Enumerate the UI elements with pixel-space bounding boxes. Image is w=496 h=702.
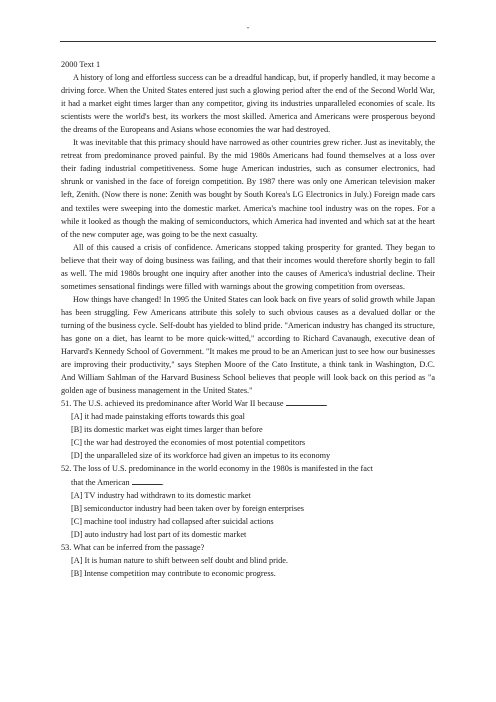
paragraph-2: It was inevitable that this primacy should have narrowed as other countries grew richer. Just as inevitably, the retreat from predominance proved painful. By the mid 1980s Americans had found themselves at a loss over their fading industrial competitiveness. Some huge American industries, such as consumer electronics, had shrunk or vanished in the face of foreign competition. By 1987 there was only one American television maker left, Zenith. (Now there is none: Zenith was bought by South Korea's LG Electronics in July.) Foreign made cars and textiles were sweeping into the domestic market. America's machine tool industry was on the ropes. For a while it looked as though the making of semiconductors, which America had invented and which sat at the heart of the new computer age, was going to be the next casualty. bbox=[61, 138, 435, 239]
option-b[interactable]: [B] its domestic market was eight times larger than before bbox=[71, 425, 263, 435]
option-a[interactable]: [A] It is human nature to shift between self doubt and blind pride. bbox=[71, 555, 288, 565]
stem-end: . bbox=[325, 399, 328, 409]
option-a[interactable]: [A] TV industry had withdrawn to its domestic market bbox=[71, 490, 251, 500]
question-stem-continued bbox=[61, 476, 435, 489]
option-d[interactable]: [D] the unparalleled size of its workforce had given an impetus to its economy bbox=[71, 451, 331, 461]
paragraph-4: How things have changed! In 1995 the United States can look back on five years of solid growth while Japan has been struggling. Few Americans attribute this solely to such obvious causes as a devalued dollar or the turning of the business cycle. Self-doubt has yielded to blind pride. "American industry has changed its structure, has gone on a diet, has learnt to be more quick-witted," according to Richard Cavanaugh, executive dean of Harvard's Kennedy School of Government. "It makes me proud to be an American just to see how our businesses are improving their productivity," says Stephen Moore of the Cato Institute, a think tank in Washington, D.C. And William Sahlman of the Harvard Business School believes that people will look back on this period as "a golden age of business management in the United States." bbox=[61, 294, 435, 396]
option-b[interactable]: [B] Intense competition may contribute to economic progress. bbox=[71, 568, 276, 578]
option-d[interactable]: [D] auto industry had lost part of its domestic market bbox=[71, 529, 247, 539]
question-stem bbox=[61, 397, 435, 410]
answer-blank bbox=[286, 398, 328, 409]
stem-cont-text: that the American bbox=[71, 477, 130, 487]
option-b[interactable]: [B] semiconductor industry had been taken over by foreign enterprises bbox=[71, 503, 304, 513]
passage-title: 2000 Text 1 bbox=[61, 60, 101, 69]
option-a[interactable]: [A] it had made painstaking efforts towards this goal bbox=[71, 412, 245, 422]
question-53 bbox=[61, 541, 435, 580]
question-stem: 52. The loss of U.S. predominance in the world economy in the 1980s is manifested in the fact bbox=[61, 464, 373, 474]
answer-blank bbox=[132, 477, 162, 485]
stem-text: 51. The U.S. achieved its predominance after World War II because bbox=[61, 399, 284, 409]
paragraph-3: All of this caused a crisis of confidence. Americans stopped taking prosperity for granted. They began to believe that their way of doing business was failing, and that their incomes would therefore shortly begin to fall as well. The mid 1980s brought one inquiry after another into the causes of America's industrial decline. Their sometimes sensational findings were filled with warnings about the growing competition from overseas. bbox=[61, 242, 435, 291]
question-52 bbox=[61, 462, 435, 540]
stem-end: . bbox=[161, 477, 164, 487]
document-body bbox=[61, 58, 435, 580]
question-stem: 53. What can be inferred from the passage? bbox=[61, 542, 205, 552]
paragraph-1: A history of long and effortless success can be a dreadful handicap, but, if properly handled, it may become a driving force. When the United States entered just such a glowing period after the end of the Second World War, it had a market eight times larger than any competitor, giving its industries unparalleled economies of scale. Its scientists were the world's best, its workers the most skilled. America and Americans were prosperous beyond the dreams of the Europeans and Asians whose economies the war had destroyed. bbox=[61, 73, 435, 135]
header-mark: - bbox=[246, 22, 250, 32]
header-rule bbox=[60, 41, 436, 42]
question-51 bbox=[61, 397, 435, 462]
option-c[interactable]: [C] the war had destroyed the economies of most potential competitors bbox=[71, 438, 306, 448]
option-c[interactable]: [C] machine tool industry had collapsed after suicidal actions bbox=[71, 516, 274, 526]
